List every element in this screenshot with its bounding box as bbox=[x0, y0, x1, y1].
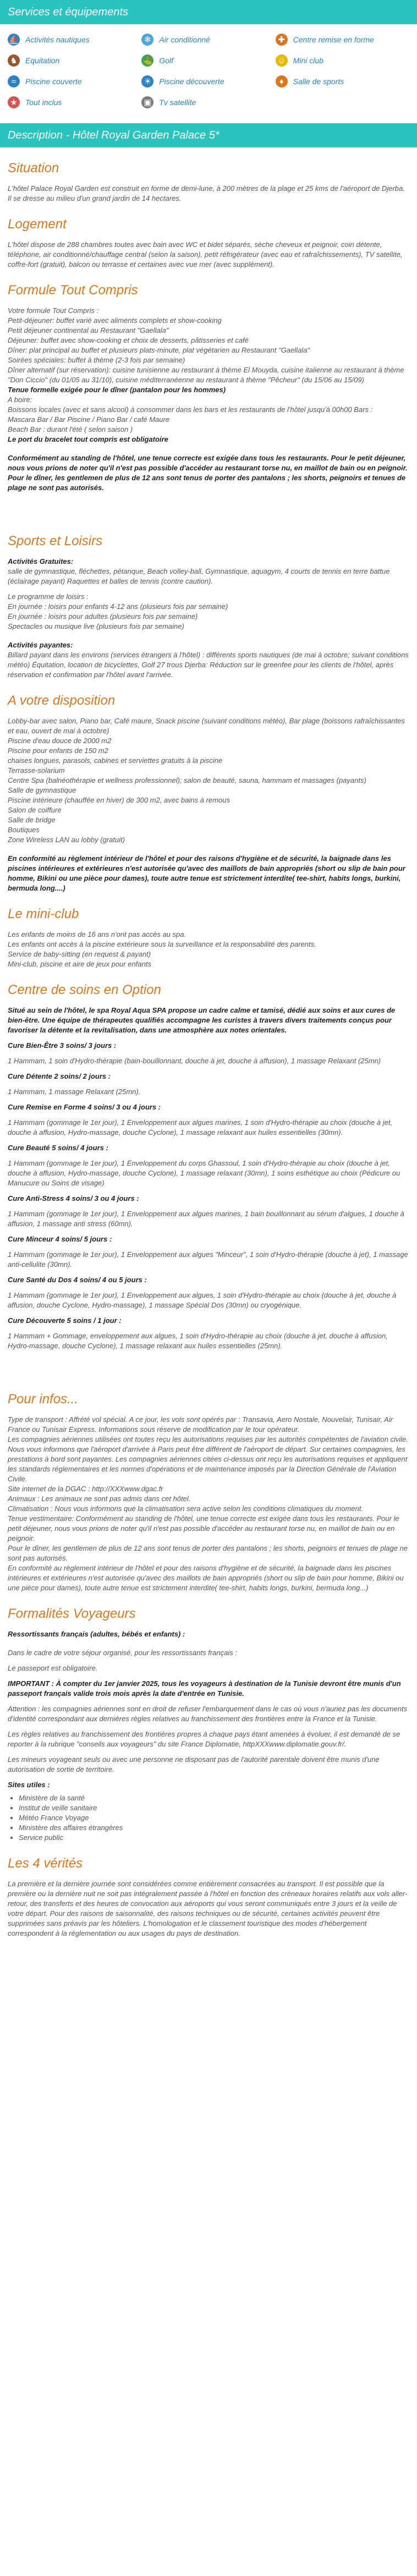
amenity-label: Salle de sports bbox=[293, 77, 344, 86]
disposition-line: Lobby-bar avec salon, Piano bar, Café maure, Snack piscine (suivant conditions météo), Bar plage (boissons rafraîchissantes et eau, ouvert de mai à octobre) bbox=[8, 717, 405, 735]
amenity-item bbox=[8, 95, 141, 110]
mini-club-icon: ☺ bbox=[276, 54, 288, 67]
formule-lines bbox=[8, 306, 409, 444]
amenity-item bbox=[141, 95, 275, 110]
disposition-line: Boutiques bbox=[8, 826, 40, 834]
cure-text: 1 Hammam, 1 massage Relaxant (25mn). bbox=[8, 1087, 141, 1096]
snowflake-icon: ❄ bbox=[141, 34, 153, 46]
sports-free-title: Activités Gratuites: bbox=[8, 557, 74, 565]
program-line: Le programme de loisirs : bbox=[8, 592, 89, 601]
horse-icon: ♞ bbox=[8, 54, 20, 67]
amenity-item bbox=[276, 53, 409, 68]
cures-list bbox=[8, 1041, 409, 1351]
site-link[interactable]: • Service public bbox=[19, 1833, 409, 1843]
formule-line: Votre formule Tout Compris : bbox=[8, 306, 99, 315]
formule-line: Mascara Bar / Bar Piscine / Piano Bar / café Maure bbox=[8, 415, 170, 424]
info-line: Pour le dîner, les gentlemen de plus de 12 ans sont tenus de porter des pantalons ; les shorts, peignoirs et tenues de plage ne sont pas autorisés. bbox=[8, 1544, 408, 1562]
gym-icon: ♦ bbox=[276, 75, 288, 87]
amenity-label: Piscine couverte bbox=[25, 77, 82, 86]
infos-lines bbox=[8, 1415, 409, 1593]
formalites-title: Formalités Voyageurs bbox=[8, 1606, 136, 1621]
info-line: Les compagnies aériennes utilisées ont toutes reçu les autorisations requises par les autorités compétentes de l'aviation civile. bbox=[8, 1435, 408, 1443]
disposition-line: Terrasse-solarium bbox=[8, 766, 65, 775]
amenity-label: Tv satellite bbox=[159, 98, 196, 107]
amenity-item bbox=[141, 32, 275, 47]
amenity-label: Golf bbox=[159, 56, 174, 65]
site-link[interactable]: • Ministère de la santé bbox=[19, 1793, 409, 1803]
formule-line: Tenue formelle exigée pour le dîner (pantalon pour les hommes) bbox=[8, 386, 226, 394]
disposition-line: Piscine d'eau douce de 2000 m2 bbox=[8, 737, 112, 745]
formalites-lines bbox=[8, 1648, 409, 1775]
cure-text: 1 Hammam (gommage le 1er jour), 1 Enveloppement du corps Ghassoul, 1 soin d'Hydro-thérapie au choix (douche à jet, douche à affusion, Hydro-massage, douche Cyclone), 1 massage relaxant (30mn), 1 soins esthétique au choix (Pédicure ou Manucure ou Soins de visage) bbox=[8, 1159, 400, 1187]
sites-list bbox=[19, 1793, 409, 1843]
program-line: Spectacles ou musique live (plusieurs fois par semaine) bbox=[8, 622, 184, 630]
amenity-label: Activités nautiques bbox=[25, 35, 90, 44]
cure-name: Cure Bien-Être 3 soins/ 3 jours : bbox=[8, 1041, 117, 1050]
disposition-lines bbox=[8, 716, 409, 845]
services-banner: Services et équipements bbox=[0, 0, 417, 24]
disposition-line: chaises longues, parasols, cabines et serviettes gratuits à la piscine bbox=[8, 756, 223, 765]
formalites-line: Le passeport est obligatoire. bbox=[8, 1664, 98, 1672]
miniclub-line: Mini-club, piscine et aire de jeux pour enfants bbox=[8, 960, 151, 968]
sailboat-icon: ⛵ bbox=[8, 34, 20, 46]
amenity-label: Piscine découverte bbox=[159, 77, 224, 86]
amenity-item bbox=[8, 53, 141, 68]
formule-line: Déjeuner: buffet avec show-cooking et choix de desserts, pâtisseries et café bbox=[8, 336, 249, 344]
cure-text: 1 Hammam (gommage le 1er jour), 1 Enveloppement aux algues, 1 soin d'Hydro-thérapie au choix (douche à jet, douche à affusion, douche Cyclone, Hydro-massage), 1 massage Spécial Dos (30mn) ou cryogénique. bbox=[8, 1291, 397, 1309]
situation-title: Situation bbox=[8, 161, 59, 175]
cure-text: 1 Hammam + Gommage, enveloppement aux algues, 1 soin d'Hydro-thérapie au choix (douche à jet, douche à affusion, Hydro-massage, douche Cyclone), 1 massage relaxant aux huiles essentielles (25mn). bbox=[8, 1332, 388, 1350]
cure-name: Cure Remise en Forme 4 soins/ 3 ou 4 jours : bbox=[8, 1103, 161, 1111]
amenity-item bbox=[8, 74, 141, 89]
site-link[interactable]: • Institut de veille sanitaire bbox=[19, 1803, 409, 1813]
pool-outdoor-icon: ☀ bbox=[141, 75, 153, 87]
disposition-line: Centre Spa (balnéothérapie et wellness professionnel); salon de beauté, sauna, hammam et massages (payants) bbox=[8, 776, 366, 784]
formalites-line: Les mineurs voyageant seuls ou avec une personne ne disposant pas de l'autorité parentale doivent être munis d'une autorisation de sortie de territoire. bbox=[8, 1755, 380, 1773]
cure-name: Cure Minceur 4 soins/ 5 jours : bbox=[8, 1235, 112, 1243]
info-line: Tenue vestimentaire: Conformément au standing de l'hôtel, une tenue correcte est exigée dans tous les restaurants. Pour le petit déjeuner, nous vous prions de noter qu'il n'est pas possible d'accéder au restaurant torse nu, en maillot de bain ou en peignoir. bbox=[8, 1514, 399, 1542]
miniclub-line: Les enfants de moins de 16 ans n'ont pas accès au spa. bbox=[8, 930, 186, 938]
cure-name: Cure Santé du Dos 4 soins/ 4 ou 5 jours : bbox=[8, 1276, 147, 1284]
disposition-note: En conformité au règlement intérieur de l'hôtel et pour des raisons d'hygiène et de sécurité, la baignade dans les piscines intérieures et extérieures n'est autorisée qu'avec des maillots de bain appropriés (short ou slip de bain pour homme, Bikini ou une pièce pour dames), toute autre tenue est strictement interdite( tee-shirt, habits longs, burkini, bermuda long....) bbox=[8, 854, 405, 892]
amenity-item bbox=[8, 32, 141, 47]
site-link[interactable]: • Ministère des affaires étrangères bbox=[19, 1823, 409, 1833]
formalites-line: Dans le cadre de votre séjour organisé, pour les ressortissants français : bbox=[8, 1649, 237, 1657]
formalites-line: Les règles relatives au franchissement des frontières propres à chaque pays étant amenées à évoluer, il est demandé de se reporter à la rubrique "conseils aux voyageurs" du site France Diplomatie, httpXXXwww.diplomatie.gouv.fr/. bbox=[8, 1730, 400, 1748]
program-line: En journée : loisirs pour adultes (plusieurs fois par semaine) bbox=[8, 612, 198, 620]
pool-icon: ≈ bbox=[8, 75, 20, 87]
formalites-line: IMPORTANT : À compter du 1er janvier 2025, tous les voyageurs à destination de la Tunisie devront être munis d'un passeport français valide trois mois après la date d'entrée en Tunisie. bbox=[8, 1679, 401, 1698]
disposition-title: A votre disposition bbox=[8, 693, 116, 708]
cure-text: 1 Hammam, 1 soin d'Hydro-thérapie (bain-bouillonnant, douche à jet, douche à affusion), 1 massage Relaxant (25mn) bbox=[8, 1057, 381, 1065]
formule-line: Petit déjeuner continental au Restaurant "Gaellala" bbox=[8, 326, 169, 334]
info-line: Animaux : Les animaux ne sont pas admis dans cet hôtel. bbox=[8, 1495, 191, 1503]
info-line: Site internet de la DGAC : http://XXXwww.dgac.fr bbox=[8, 1485, 163, 1493]
miniclub-line: Service de baby-sitting (en request & payant) bbox=[8, 950, 151, 958]
info-line: En conformité au règlement intérieur de l'hôtel et pour des raisons d'hygiène et de sécurité, la baignade dans les piscines intérieures et extérieures n'est autorisée qu'avec des maillots de bain appropriés (short ou slip de bain pour homme, Bikini ou une pièce pour dames), toute autre tenue est strictement interdite( tee-shirt, habits longs, burkini, bermuda long...) bbox=[8, 1564, 404, 1592]
amenity-item bbox=[276, 74, 409, 89]
tv-icon: ▣ bbox=[141, 96, 153, 108]
info-line: Nous vous informons que l'aéroport d'arrivée à Paris peut être différent de l'aéroport de départ. Sur certaines compagnies, les prestations à bord sont payantes. Les compagnies aériennes citées ci-dessus ont reçu les autorisations requises et appliquent les standards réglementaires et les normes d'opérations et de maintenance imposés par la Direction Générale de l'Aviation Civile. bbox=[8, 1445, 408, 1483]
cure-text: 1 Hammam (gommage le 1er jour), 1 Enveloppement aux algues marines, 1 bain bouillonnant au sérum d'algues, 1 douche à affusion, 1 massage anti stress (60mn). bbox=[8, 1210, 404, 1228]
formalites-line: Attention : les compagnies aériennes sont en droit de refuser l'embarquement dans le cas où vous n'auriez pas les documents d'identité correspondant aux dernières règles relatives au franchissement des frontières entre la France et la Tunisie. bbox=[8, 1705, 408, 1723]
amenity-label: Air conditionné bbox=[159, 35, 210, 44]
formule-line: Dîner alternatif (sur réservation): cuisine tunisienne au restaurant à thème El Mouyda, cuisine italienne au restaurant à thème "Don Ciccio" (du 01/05 au 31/10), cuisine méditerranéenne au restaurant à thème "Pêcheur" (du 15/06 au 15/09) bbox=[8, 366, 404, 384]
cure-name: Cure Anti-Stress 4 soins/ 3 ou 4 jours : bbox=[8, 1194, 139, 1202]
amenity-item bbox=[141, 53, 275, 68]
description-banner: Description - Hôtel Royal Garden Palace 5* bbox=[0, 123, 417, 147]
verites-text: La première et la dernière journée sont considérées comme entièrement consacrées au transport. Il est possible que la première ou la dernière nuit ne soit pas intégralement passée à l'hôtel en fonction des créneaux horaires relatifs aux vols aller-retour, des transferts et des heures de convocation aux aéroports qui vous seront communiqués entre 3 jours et la veille de votre départ. Pour des raisons de saisonnalité, des raisons techniques ou de sécurité, certaines activités peuvent être supprimées sans préavis par les hôteliers. L'homologation et le classement touristique des modes d'hébergement correspondent à la réglementation ou aux usages du pays de destination. bbox=[8, 1880, 408, 1937]
situation-text: L'hôtel Palace Royal Garden est construit en forme de demi-lune, à 200 mètres de la plage et 25 kms de l'aéroport de Djerba. Il se dresse au milieu d'un grand jardin de 14 hectares. bbox=[8, 184, 405, 202]
verites-title: Les 4 vérités bbox=[8, 1856, 83, 1871]
sports-paid-title: Activités payantes: bbox=[8, 641, 73, 649]
amenity-label: Tout inclus bbox=[25, 98, 62, 107]
soins-intro: Situé au sein de l'hôtel, le spa Royal Aqua SPA propose un cadre calme et tamisé, dédié aux soins et aux cures de bien-être. Une équipe de thérapeutes qualifiés accompagne les curistes à travers divers traitements conçus pour favoriser la détente et la revitalisation, dans une atmosphère aux notes orientales. bbox=[8, 1006, 396, 1034]
logement-text: L'hôtel dispose de 288 chambres toutes avec bain avec WC et bidet séparés, sèche cheveux et peignoir, coin détente, téléphone, air conditionné/chauffage central (selon la saison), petit réfrigérateur (avec eau et rafraîchissements), TV satellite, coffre-fort (gratuit), balcon ou terrasse et certaines avec vue mer (avec supplément). bbox=[8, 240, 403, 268]
miniclub-title: Le mini-club bbox=[8, 907, 79, 921]
cure-text: 1 Hammam (gommage le 1er jour), 1 Enveloppement aux algues "Minceur", 1 soin d'Hydro-thérapie (douche à jet), 1 massage anti-cellulite (30mn). bbox=[8, 1250, 408, 1268]
cure-name: Cure Beauté 5 soins/ 4 jours : bbox=[8, 1144, 108, 1152]
formule-line: Beach Bar : durant l'été ( selon saison ) bbox=[8, 425, 133, 433]
disposition-line: Salon de coiffure bbox=[8, 806, 62, 814]
content bbox=[0, 161, 417, 1938]
formule-note: Conformément au standing de l'hôtel, une tenue correcte est exigée dans tous les restaurants. Pour le petit déjeuner, nous vous prions de noter qu'il n'est pas possible d'accéder au restaurant torse nu, en maillot de bain ou en peignoir. Pour le dîner, les gentlemen de plus de 12 ans sont tenus de porter des pantalons ; les shorts, peignoirs et tenues de plage ne sont pas autorisés. bbox=[8, 454, 408, 492]
amenity-item bbox=[141, 74, 275, 89]
info-line: Climatisation : Nous vous informons que la climatisation sera active selon les conditions climatiques du moment. bbox=[8, 1504, 363, 1513]
formule-line: Petit-déjeuner: buffet varié avec aliments complets et show-cooking bbox=[8, 316, 222, 325]
sports-program bbox=[8, 592, 409, 631]
logement-title: Logement bbox=[8, 217, 67, 232]
formule-line: Dîner: plat principal au buffet et plusieurs plats-minute, plat végétarien au Restaurant "Gaellala" bbox=[8, 346, 310, 354]
program-line: En journée : loisirs pour enfants 4-12 ans (plusieurs fois par semaine) bbox=[8, 602, 228, 611]
golf-icon: ⛳ bbox=[141, 54, 153, 67]
sports-title: Sports et Loisirs bbox=[8, 534, 103, 548]
formalites-subtitle: Ressortissants français (adultes, bébés et enfants) : bbox=[8, 1630, 185, 1638]
formule-line: Boissons locales (avec et sans alcool) à consommer dans les bars et les restaurants de l'hôtel jusqu'à 00h00 Bars : bbox=[8, 405, 373, 414]
cure-text: 1 Hammam (gommage le 1er jour), 1 Enveloppement aux algues marines, 1 soin d'Hydro-thérapie au choix (douche à jet, douche à affusion, Hydro-massage, douche Cyclone), 1 massage relaxant aux huiles essentielles (30mn). bbox=[8, 1118, 393, 1136]
disposition-line: Salle de bridge bbox=[8, 816, 56, 824]
formule-line: Soirées spéciales: buffet à thème (2-3 fois par semaine) bbox=[8, 356, 185, 364]
amenity-label: Centre remise en forme bbox=[293, 35, 374, 44]
formule-title: Formule Tout Compris bbox=[8, 283, 138, 298]
amenities-grid bbox=[0, 24, 417, 120]
all-inclusive-icon: ★ bbox=[8, 96, 20, 108]
amenity-label: Mini club bbox=[293, 56, 323, 65]
formule-line: Le port du bracelet tout compris est obligatoire bbox=[8, 435, 168, 443]
disposition-line: Piscine pour enfants de 150 m2 bbox=[8, 746, 108, 755]
disposition-line: Zone Wireless LAN au lobby (gratuit) bbox=[8, 836, 125, 844]
sites-title: Sites utiles : bbox=[8, 1781, 50, 1789]
dumbbell-icon: ✚ bbox=[276, 34, 288, 46]
miniclub-line: Les enfants ont accès à la piscine extérieure sous la surveillance et la responsabilité des parents. bbox=[8, 940, 316, 948]
sports-free-text: salle de gymnastique, fléchettes, pétanque, Beach volley-ball, Gymnastique, aquagym, 4 courts de tennis en terre battue (éclairage payant) Raquettes et balles de tennis (contre caution). bbox=[8, 567, 390, 585]
amenity-item bbox=[276, 32, 409, 47]
info-line: Type de transport : Affrété vol spécial. A ce jour, les vols sont opérés par : Transavia, Aero Nostale, Nouvelair, Tunisair, Air France ou Tunisair Express. Informations sous réserve de modification par le tour opérateur. bbox=[8, 1415, 393, 1433]
site-link[interactable]: • Météo France Voyage bbox=[19, 1813, 409, 1823]
miniclub-lines bbox=[8, 930, 409, 969]
soins-title: Centre de soins en Option bbox=[8, 982, 161, 997]
cure-name: Cure Découverte 5 soins / 1 jour : bbox=[8, 1316, 122, 1325]
sports-paid-text: Billard payant dans les environs (services étrangers à l'hôtel) : différents sports nautiques (de mai à octobre; suivant conditions météo) Équitation, location de bicyclettes, Golf 27 trous Djerba: Réduction sur le greenfee pour les clients de l'hôtel, après réservation et confirmation par l'hôtel avant l'arrivée. bbox=[8, 651, 409, 679]
disposition-line: Piscine intérieure (chauffée en hiver) de 300 m2, avec bains à remous bbox=[8, 796, 230, 804]
amenity-label: Equitation bbox=[25, 56, 60, 65]
formule-line: A boire: bbox=[8, 396, 32, 404]
cure-name: Cure Détente 2 soins/ 2 jours : bbox=[8, 1072, 111, 1080]
disposition-line: Salle de gymnastique bbox=[8, 786, 76, 794]
infos-title: Pour infos... bbox=[8, 1392, 79, 1407]
